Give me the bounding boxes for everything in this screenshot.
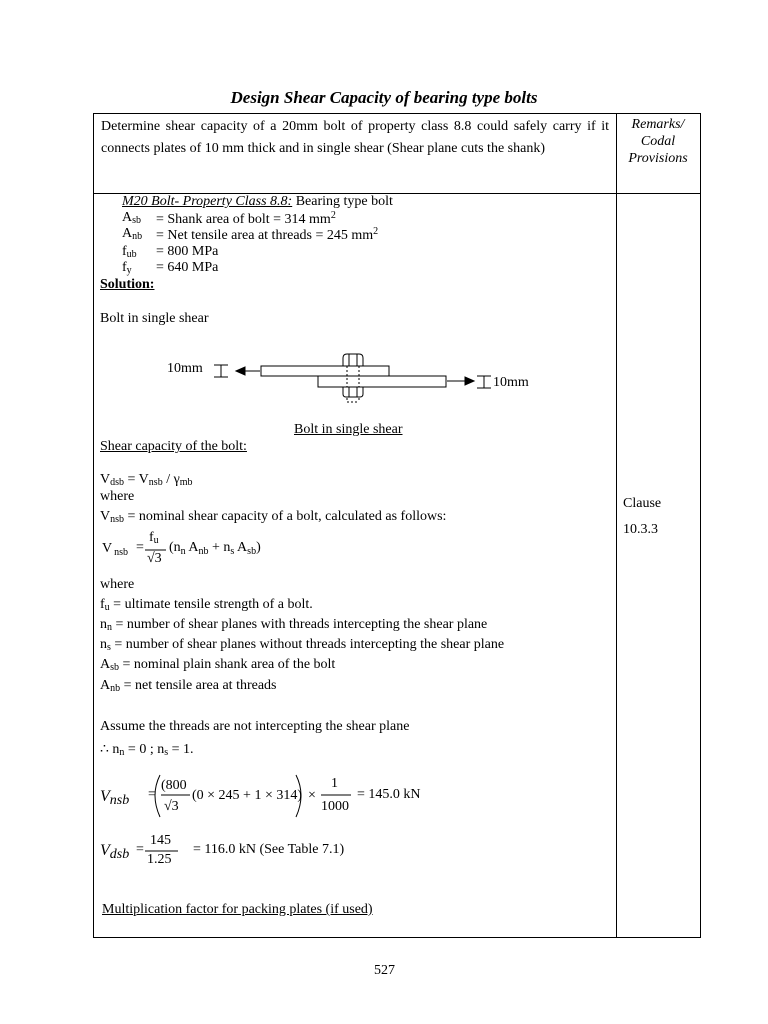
shear-capacity-heading: Shear capacity of the bolt: bbox=[100, 439, 247, 454]
anb-text-body: = Net tensile area at threads = 245 mm bbox=[156, 228, 374, 243]
page-number: 527 bbox=[374, 963, 395, 978]
thickness-marker-left bbox=[214, 365, 228, 377]
vnsb-def-text: = nominal shear capacity of a bolt, calculated as follows: bbox=[124, 509, 447, 524]
def-subscript: s bbox=[107, 642, 111, 653]
remarks-line-2: Codal bbox=[640, 134, 676, 149]
remarks-line-3: Provisions bbox=[628, 151, 688, 166]
formula-a1: A bbox=[185, 540, 199, 555]
formula-numerator bbox=[149, 530, 159, 546]
clause-number: 10.3.3 bbox=[623, 522, 658, 537]
fub-symbol: f bbox=[122, 244, 127, 259]
def-symbol: n bbox=[100, 637, 107, 652]
formula-open: (n bbox=[169, 540, 181, 555]
bolt-single-shear-text: Bolt in single shear bbox=[100, 311, 209, 326]
formula-a2: A bbox=[234, 540, 248, 555]
calculation-vdsb bbox=[100, 834, 420, 874]
problem-statement: Determine shear capacity of a 20mm bolt of property class 8.8 could safely carry if it connects plates of 10 mm thick and in single shear (Shear plane cuts the shank) bbox=[101, 119, 609, 156]
fub-text: = 800 MPa bbox=[156, 244, 219, 259]
diagram-caption: Bolt in single shear bbox=[294, 422, 403, 437]
thickness-marker-right bbox=[477, 376, 491, 388]
vnsb-def-symbol: V bbox=[100, 509, 111, 524]
eq1-rhs-sub: mb bbox=[179, 477, 193, 488]
def-symbol: f bbox=[100, 597, 105, 612]
def-symbol: A bbox=[100, 657, 111, 672]
anb-symbol: A bbox=[122, 226, 133, 241]
calc1-lhs-sub: nsb bbox=[109, 793, 130, 808]
calc2-lhs-sub: dsb bbox=[109, 847, 130, 862]
calc1-denominator: √3 bbox=[164, 799, 179, 814]
def-subscript: u bbox=[104, 602, 110, 613]
calc2-equals: = bbox=[136, 842, 144, 857]
def-text: = nominal plain shank area of the bolt bbox=[119, 657, 336, 672]
def-text: = number of shear planes without threads intercepting the shear plane bbox=[110, 637, 505, 652]
where-label-1: where bbox=[100, 489, 135, 504]
formula-lhs-sub: nsb bbox=[114, 547, 129, 558]
calc1-numerator: (800 bbox=[161, 778, 187, 793]
fy-symbol: f bbox=[122, 260, 127, 275]
calc2-lhs bbox=[100, 842, 129, 860]
formula-num-symbol: f bbox=[149, 530, 154, 545]
calc2-denominator: 1.25 bbox=[147, 852, 172, 867]
packing-plates-heading: Multiplication factor for packing plates (if used) bbox=[102, 902, 373, 917]
calc1-fraction-denominator: 1000 bbox=[321, 799, 349, 814]
calc2-numerator: 145 bbox=[150, 833, 171, 848]
fub-subscript: ub bbox=[126, 249, 137, 260]
therefore-sub-2: s bbox=[164, 747, 169, 758]
formula-denominator: √3 bbox=[147, 551, 162, 566]
formula-lhs bbox=[102, 541, 128, 557]
diagram-right-label: 10mm bbox=[493, 375, 529, 390]
where-label-2: where bbox=[100, 577, 135, 592]
def-subscript: n bbox=[107, 622, 112, 633]
formula-a1-sub: nb bbox=[198, 546, 209, 557]
calc1-inner-expression: (0 × 245 + 1 × 314) bbox=[192, 788, 303, 803]
bolt-nut bbox=[343, 387, 363, 397]
eq1-lhs: V bbox=[100, 472, 111, 487]
definition-nn bbox=[100, 617, 487, 633]
eq1-rhs: / γ bbox=[162, 472, 180, 487]
fy-text: = 640 MPa bbox=[156, 260, 219, 275]
equation-vdsb bbox=[100, 472, 193, 488]
top-plate bbox=[261, 366, 389, 376]
calc1-lhs-symbol: V bbox=[100, 788, 110, 805]
therefore-end: = 1. bbox=[168, 742, 194, 757]
solution-label: Solution: bbox=[100, 277, 155, 292]
calc1-equals: = bbox=[148, 787, 156, 802]
formula-vnsb bbox=[102, 532, 322, 572]
anb-superscript: 2 bbox=[373, 226, 379, 237]
def-text: = net tensile area at threads bbox=[120, 678, 277, 693]
def-subscript: sb bbox=[110, 662, 120, 673]
bolt-heading-title: M20 Bolt- Property Class 8.8: bbox=[122, 194, 293, 209]
bottom-plate bbox=[318, 376, 446, 387]
definition-anb bbox=[100, 678, 277, 694]
formula-bracket-expr bbox=[169, 540, 261, 556]
asb-text-body: = Shank area of bolt = 314 mm bbox=[156, 212, 331, 227]
bolt-heading-suffix: Bearing type bolt bbox=[292, 194, 393, 209]
formula-lhs-symbol: V bbox=[102, 541, 113, 556]
formula-plus: + n bbox=[208, 540, 231, 555]
definition-ns bbox=[100, 637, 504, 653]
vnsb-definition bbox=[100, 509, 446, 525]
asb-superscript: 2 bbox=[330, 210, 336, 221]
calculation-vnsb bbox=[100, 770, 480, 820]
formula-n-sub: n bbox=[180, 546, 186, 557]
def-subscript: nb bbox=[110, 683, 121, 694]
arrow-right bbox=[447, 377, 474, 385]
eq1-mid: = V bbox=[124, 472, 149, 487]
vnsb-def-subscript: nsb bbox=[110, 514, 125, 525]
calc2-result: = 116.0 kN (See Table 7.1) bbox=[193, 842, 345, 857]
eq1-mid-sub: nsb bbox=[148, 477, 163, 488]
calc1-times: × bbox=[308, 788, 316, 803]
def-text: = ultimate tensile strength of a bolt. bbox=[109, 597, 313, 612]
calc1-fraction-numerator: 1 bbox=[331, 776, 338, 791]
eq1-lhs-sub: dsb bbox=[110, 477, 125, 488]
formula-num-sub: u bbox=[153, 535, 159, 546]
diagram-left-label: 10mm bbox=[167, 361, 203, 376]
def-symbol: A bbox=[100, 678, 111, 693]
calc2-lhs-symbol: V bbox=[100, 842, 110, 859]
formula-s-sub: s bbox=[230, 546, 235, 557]
formula-a2-sub: sb bbox=[247, 546, 257, 557]
calc1-result: = 145.0 kN bbox=[357, 787, 421, 802]
bolt-head bbox=[343, 354, 363, 366]
fy-subscript: y bbox=[126, 265, 132, 276]
clause-label: Clause bbox=[623, 496, 662, 511]
asb-subscript: sb bbox=[132, 215, 142, 226]
def-symbol: n bbox=[100, 617, 107, 632]
page-title: Design Shear Capacity of bearing type bolts bbox=[230, 88, 538, 107]
definition-fu bbox=[100, 597, 313, 613]
definition-asb bbox=[100, 657, 335, 673]
assumption-text: Assume the threads are not intercepting the shear plane bbox=[100, 719, 410, 734]
therefore-symbol: ∴ n bbox=[100, 742, 120, 757]
formula-close: ) bbox=[256, 540, 261, 555]
arrow-left bbox=[236, 367, 260, 375]
asb-symbol: A bbox=[122, 210, 133, 225]
anb-subscript: nb bbox=[132, 231, 143, 242]
therefore-line bbox=[100, 741, 194, 758]
def-text: = number of shear planes with threads intercepting the shear plane bbox=[112, 617, 488, 632]
calc1-lhs bbox=[100, 788, 129, 806]
therefore-sub-1: n bbox=[119, 747, 125, 758]
therefore-mid: = 0 ; n bbox=[124, 742, 165, 757]
formula-equals: = bbox=[136, 540, 144, 555]
remarks-line-1: Remarks/ bbox=[631, 117, 685, 132]
